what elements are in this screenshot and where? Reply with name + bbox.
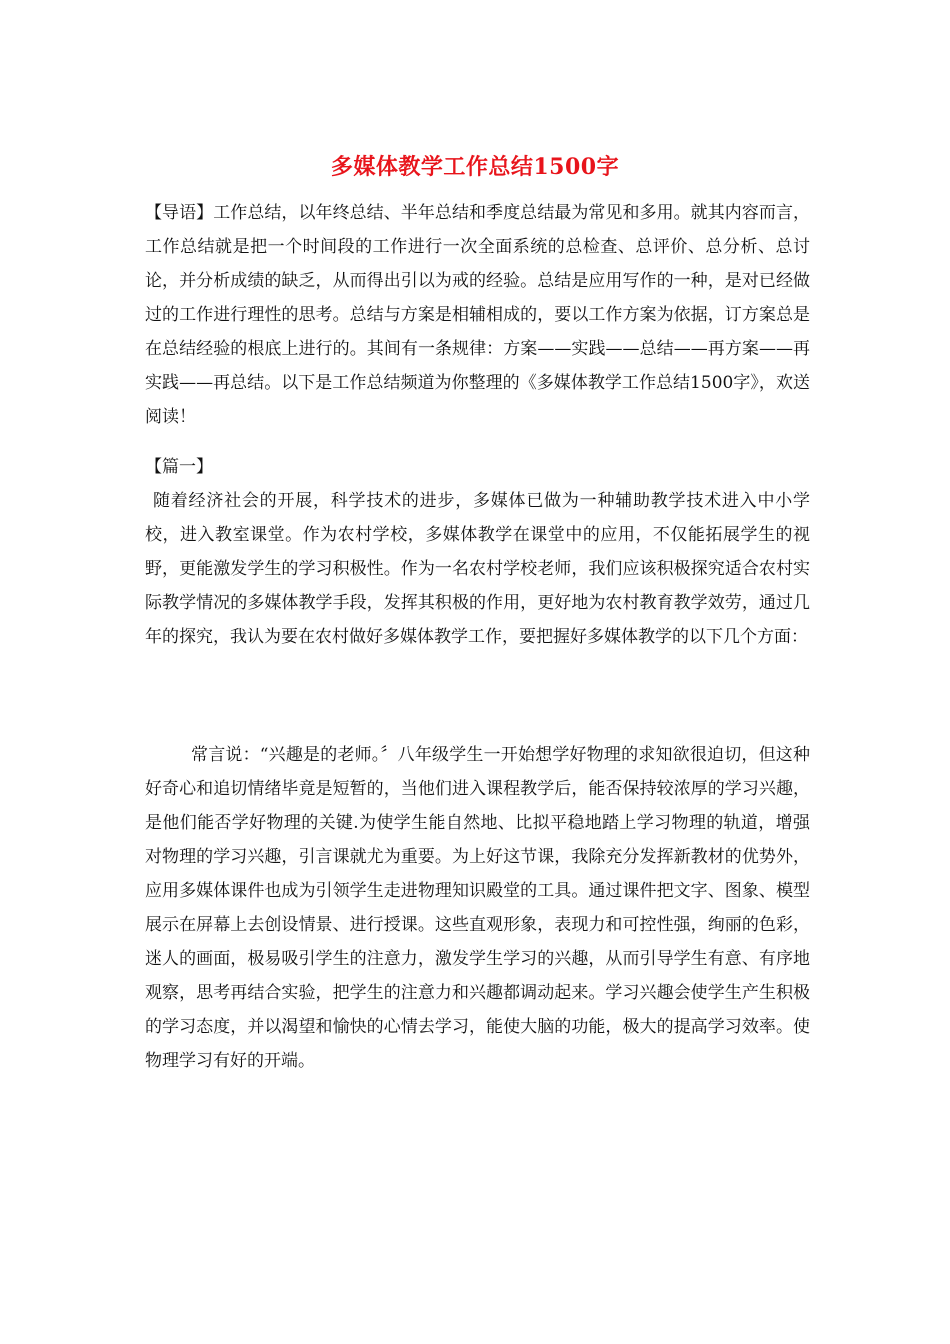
body-paragraph-1: 随着经济社会的开展，科学技术的进步，多媒体已做为一种辅助教学技术进入中小学校，进入教室课堂。作为农村学校，多媒体教学在课堂中的应用，不仅能拓展学生的视野，更能激发学生的学习积极性。作为一名农村学校老师，我们应该积极探究适合农村实际教学情况的多媒体教学手段，发挥其积极的作用，更好地为农村教育教学效劳，通过几年的探究，我认为要在农村做好多媒体教学工作，要把握好多媒体教学的以下几个方面： bbox=[145, 491, 810, 647]
intro-paragraph: 【导语】工作总结，以年终总结、半年总结和季度总结最为常见和多用。就其内容而言，工作总结就是把一个时间段的工作进行一次全面系统的总检查、总评价、总分析、总讨论，并分析成绩的缺乏，从而得出引以为戒的经验。总结是应用写作的一种，是对已经做过的工作进行理性的思考。总结与方案是相辅相成的，要以工作方案为依据，订方案总是在总结经验的根底上进行的。其间有一条规律：方案——实践——总结——再方案——再实践——再总结。以下是工作总结频道为你整理的《多媒体教学工作总结1500字》，欢送阅读！ bbox=[145, 203, 810, 427]
section-heading: 【篇一】 bbox=[145, 457, 213, 477]
document-title: 多媒体教学工作总结1500字 bbox=[330, 154, 620, 180]
body-paragraph-2: 常言说：“兴趣是的老师。〞八年级学生一开始想学好物理的求知欲很迫切，但这种好奇心和追切情绪毕竟是短暂的，当他们进入课程教学后，能否保持较浓厚的学习兴趣，是他们能否学好物理的关键.为使学生能自然地、比拟平稳地踏上学习物理的轨道，增强对物理的学习兴趣，引言课就尤为重要。为上好这节课，我除充分发挥新教材的优势外，应用多媒体课件也成为引领学生走进物理知识殿堂的工具。通过课件把文字、图象、模型展示在屏幕上去创设情景、进行授课。这些直观形象，表现力和可控性强，绚丽的色彩，迷人的画面，极易吸引学生的注意力，激发学生学习的兴趣，从而引导学生有意、有序地观察，思考再结合实验，把学生的注意力和兴趣都调动起来。学习兴趣会使学生产生积极的学习态度，并以渴望和愉快的心情去学习，能使大脑的功能，极大的提高学习效率。使物理学习有好的开端。 bbox=[145, 745, 810, 1071]
